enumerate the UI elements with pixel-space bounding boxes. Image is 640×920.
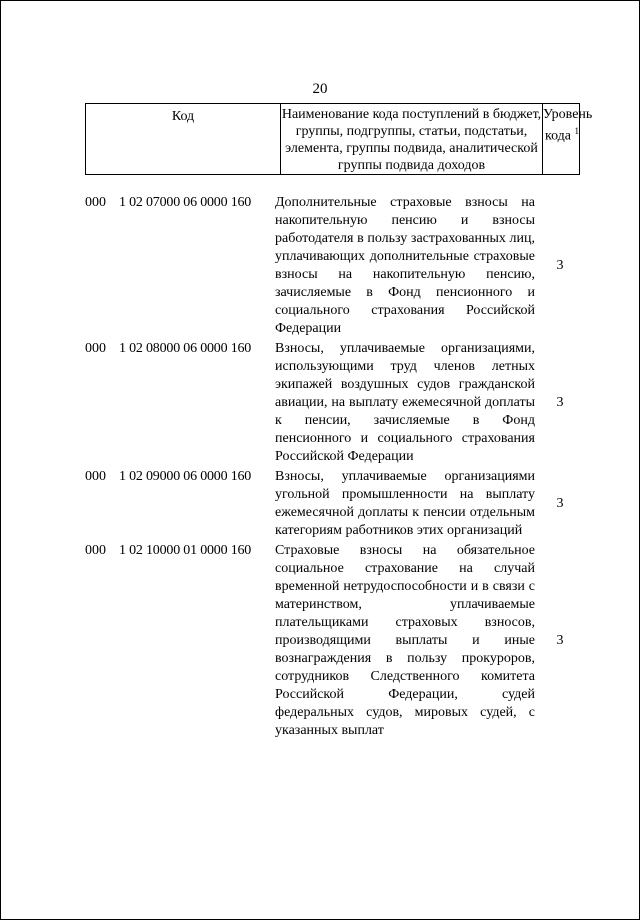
row-admin-code: 000: [85, 195, 106, 210]
table-row: [85, 340, 585, 466]
header-level-label: Уровень кода: [543, 107, 593, 144]
row-level: 3: [556, 258, 564, 273]
row-income-code: 1 02 10000 01 0000 160: [119, 543, 252, 558]
header-level: [542, 104, 593, 174]
row-admin-code: 000: [85, 341, 106, 356]
header-code: Код: [171, 109, 195, 124]
row-income-name: Страховые взносы на обязательное социальное страхование на случай временной нетрудоспособности и в связи с материнством, уплачиваемые плательщиками страховых взносов, производящими выплаты и иные вознаграждения в пользу прокуроров, сотрудников Следственного комитета Российской Федерации, судей федеральных судов, мировых судей, с указанных выплат: [275, 543, 535, 738]
table-header: [85, 103, 593, 175]
row-income-code: 1 02 07000 06 0000 160: [119, 195, 252, 210]
row-income-name: Взносы, уплачиваемые организациями, использующими труд членов летных экипажей воздушных судов гражданской авиации, на выплату ежемесячной доплаты к пенсии, зачисляемые в Фонд пенсионного и социального страхования Российской Федерации: [275, 341, 535, 464]
row-level: 3: [556, 395, 564, 410]
row-income-code: 1 02 09000 06 0000 160: [119, 469, 252, 484]
row-income-code: 1 02 08000 06 0000 160: [119, 341, 252, 356]
row-admin-code: 000: [85, 469, 106, 484]
table-body: [85, 194, 585, 742]
table-row: [85, 468, 585, 540]
row-admin-code: 000: [85, 543, 106, 558]
row-income-name: Взносы, уплачиваемые организациями угольной промышленности на выплату ежемесячной доплаты к пенсии отдельным категориям работников этих организаций: [275, 469, 535, 538]
table-row: [85, 542, 585, 740]
header-name: Наименование кода поступлений в бюджет, группы, подгруппы, статьи, подстатьи, элемента, группы подвида, аналитической группы подвида доходов: [280, 104, 542, 174]
page-number: 20: [312, 81, 328, 97]
row-income-name: Дополнительные страховые взносы на накопительную пенсию и взносы работодателя в пользу застрахованных лиц, уплачивающих дополнительные страховые взносы на накопительную пенсию, зачисляемые в Фонд пенсионного и социального страхования Российской Федерации: [275, 195, 535, 336]
table-row: [85, 194, 585, 338]
header-level-footnote: 1: [574, 126, 580, 136]
row-level: 3: [556, 496, 564, 511]
row-level: 3: [556, 633, 564, 648]
